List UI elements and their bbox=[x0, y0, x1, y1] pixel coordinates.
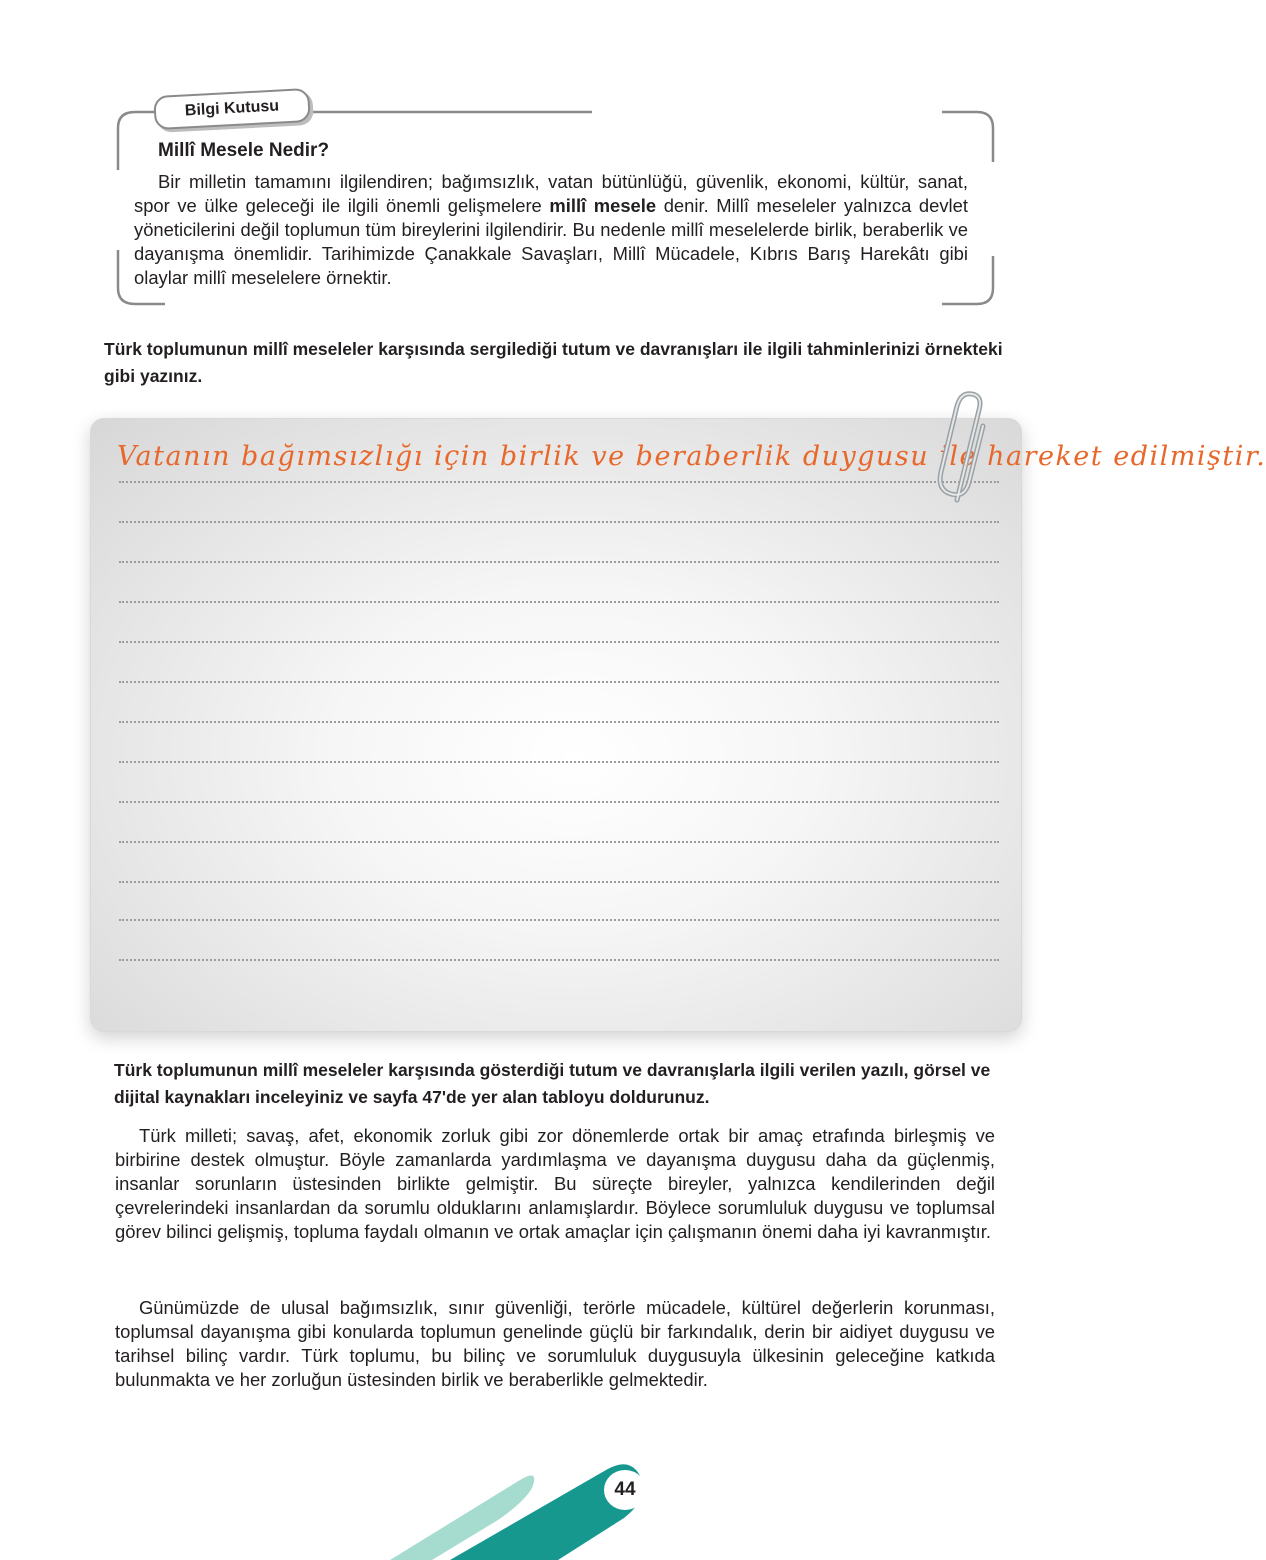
answer-line[interactable] bbox=[119, 841, 999, 843]
paragraph-2 bbox=[115, 1296, 995, 1392]
paperclip-icon bbox=[935, 392, 1005, 517]
answer-line[interactable] bbox=[119, 641, 999, 643]
answer-line[interactable] bbox=[119, 721, 999, 723]
answer-line[interactable] bbox=[119, 681, 999, 683]
info-box-title: Millî Mesele Nedir? bbox=[158, 140, 330, 161]
info-text-before: Bir milletin tamamını ilgilendiren; bağımsızlık, vatan bütünlüğü, güvenlik, ekonomi, kültür, sanat, spor ve ülke geleceği ile ilgili önemli gelişmelere bbox=[134, 171, 968, 216]
paragraph-2-text: Günümüzde de ulusal bağımsızlık, sınır güvenliği, terörle mücadele, kültürel değerlerin korunması, toplumsal dayanışma gibi konularda toplumun genelinde güçlü bir farkındalık, derin bir aidiyet duygusu ve tarihsel bilinç vardır. Türk toplumu, bu bilinç ve sorumluluk duygusuyla ülkesinin geleceğine katkıda bulunmakta ve her zorluğun üstesinden birlik ve beraberlikle gelmektedir. bbox=[115, 1297, 995, 1390]
paragraph-1-text: Türk milleti; savaş, afet, ekonomik zorluk gibi zor dönemlerde ortak bir amaç etrafında birleşmiş ve birbirine destek olmuştur. Böyle zamanlarda yardımlaşma ve dayanışma duygusu daha da güçlenmiş, insanlar sorunların üstesinden birlikte gelmiştir. Bu süreçte bireyler, yalnızca kendilerinden değil çevrelerindeki insanlardan da sorumlu olduklarını anlamışlardır. Böylece sorumluluk duygusu ve toplumsal görev bilinci gelişmiş, topluma faydalı olmanın ve ortak amaçlar için çalışmanın önemi daha iyi kavranmıştır. bbox=[115, 1125, 995, 1242]
instruction-1: Türk toplumunun millî meseleler karşısında sergilediği tutum ve davranışları ile ilgili tahminlerinizi örnekteki gibi yazınız. bbox=[104, 339, 1003, 386]
info-box-body bbox=[134, 170, 968, 290]
answer-line[interactable] bbox=[119, 919, 999, 921]
answer-note-card bbox=[90, 418, 1266, 1032]
answer-line[interactable] bbox=[119, 959, 999, 961]
answer-line[interactable] bbox=[119, 881, 999, 883]
answer-line[interactable] bbox=[119, 521, 999, 523]
info-bold-term: millî mesele bbox=[549, 195, 657, 216]
answer-line[interactable] bbox=[119, 481, 999, 483]
answer-line[interactable] bbox=[119, 801, 999, 803]
info-box-tab-label: Bilgi Kutusu bbox=[184, 97, 280, 120]
instruction-2: Türk toplumunun millî meseleler karşısında gösterdiği tutum ve davranışlarla ilgili verilen yazılı, görsel ve dijital kaynakları inceleyiniz ve sayfa 47'de yer alan tabloyu doldurunuz. bbox=[114, 1060, 991, 1107]
answer-line[interactable] bbox=[119, 601, 999, 603]
info-box-paragraph bbox=[134, 170, 968, 290]
info-text-after: denir. Millî meseleler yalnızca devlet yöneticilerini değil toplumun tüm bireylerini ilgilendirir. Bu nedenle millî meselelerde birlik, beraberlik ve dayanışma önemlidir. Tarihimizde Çanakkale Savaşları, Millî Mücadele, Kıbrıs Barış Harekâtı gibi olaylar millî meselelere örnektir. bbox=[134, 195, 968, 288]
paragraph-1 bbox=[115, 1124, 995, 1244]
page-number: 44 bbox=[604, 1470, 646, 1510]
answer-line[interactable] bbox=[119, 761, 999, 763]
example-answer: Vatanın bağımsızlığı için birlik ve beraberlik duygusu ile hareket edilmiştir. bbox=[117, 441, 1266, 472]
answer-line[interactable] bbox=[119, 561, 999, 563]
